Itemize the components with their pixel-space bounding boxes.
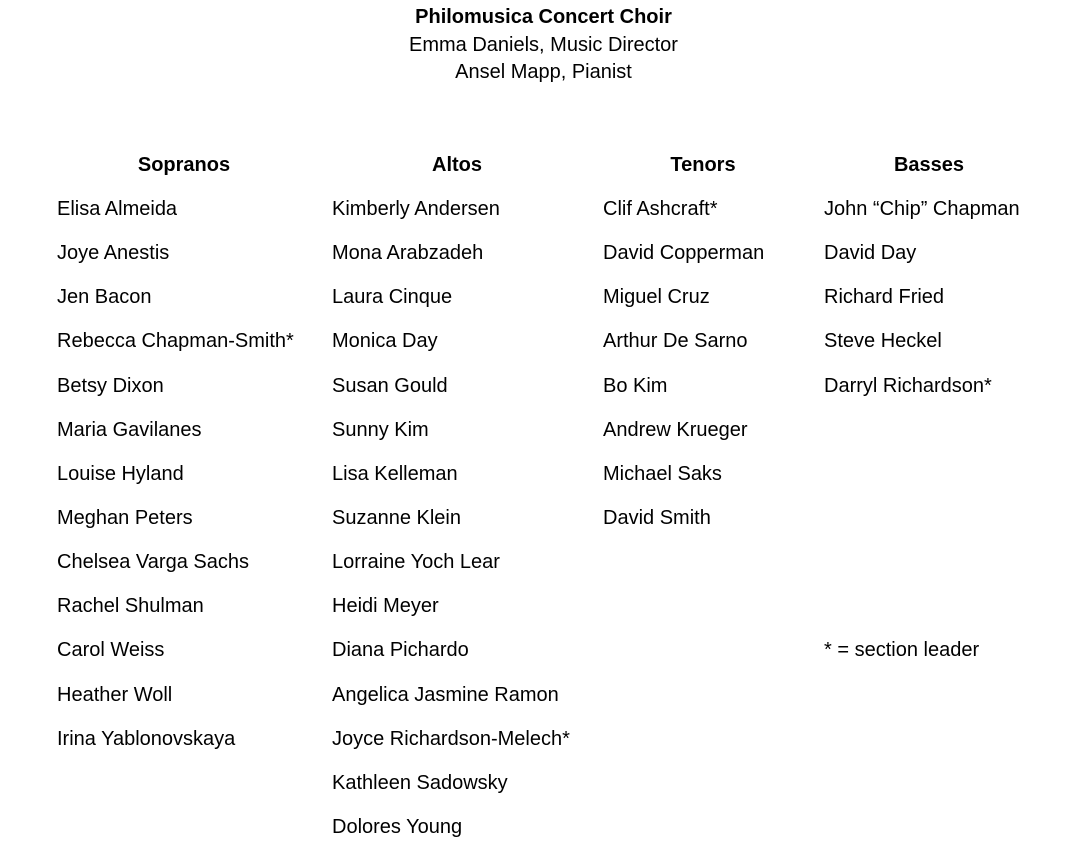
list-item: Sunny Kim bbox=[332, 418, 429, 441]
list-item: Dolores Young bbox=[332, 815, 463, 838]
list-item: Chelsea Varga Sachs bbox=[57, 551, 249, 574]
list-item: Meghan Peters bbox=[57, 506, 193, 529]
basses-column bbox=[824, 151, 1034, 416]
basses-heading: Basses bbox=[893, 154, 965, 176]
list-item: Lisa Kelleman bbox=[332, 462, 458, 485]
list-item: Mona Arabzadeh bbox=[332, 242, 484, 265]
list-item: Andrew Krueger bbox=[603, 418, 748, 441]
list-item: Richard Fried bbox=[824, 286, 945, 309]
list-item: Jen Bacon bbox=[57, 286, 152, 309]
list-item: Kimberly Andersen bbox=[332, 198, 500, 220]
basses-list bbox=[824, 195, 1034, 400]
choir-title: Philomusica Concert Choir bbox=[415, 6, 672, 28]
tenors-column bbox=[603, 151, 803, 548]
list-item: Louise Hyland bbox=[57, 462, 184, 485]
list-item: Lorraine Yoch Lear bbox=[332, 551, 500, 574]
tenors-list bbox=[603, 195, 803, 532]
altos-column bbox=[332, 151, 582, 857]
list-item: Monica Day bbox=[332, 330, 438, 353]
altos-list bbox=[332, 195, 582, 841]
list-item: Carol Weiss bbox=[57, 639, 165, 662]
list-item: Kathleen Sadowsky bbox=[332, 771, 508, 794]
list-item: Bo Kim bbox=[603, 374, 668, 397]
list-item: David Copperman bbox=[603, 242, 765, 265]
sopranos-list bbox=[57, 195, 311, 753]
list-item: Angelica Jasmine Ramon bbox=[332, 683, 559, 706]
choir-header bbox=[0, 4, 1087, 87]
list-item: Steve Heckel bbox=[824, 330, 942, 353]
list-item: Suzanne Klein bbox=[332, 506, 461, 529]
list-item: David Smith bbox=[603, 506, 711, 529]
list-item: Clif Ashcraft* bbox=[603, 198, 718, 220]
list-item: Susan Gould bbox=[332, 374, 448, 397]
list-item: Rachel Shulman bbox=[57, 595, 204, 618]
list-item: Heather Woll bbox=[57, 683, 173, 706]
list-item: David Day bbox=[824, 242, 917, 265]
music-director: Emma Daniels, Music Director bbox=[409, 33, 678, 56]
list-item: Rebecca Chapman-Smith* bbox=[57, 330, 294, 353]
list-item: Miguel Cruz bbox=[603, 286, 710, 309]
altos-heading: Altos bbox=[432, 154, 482, 176]
section-leader-legend: * = section leader bbox=[824, 639, 980, 661]
sopranos-heading: Sopranos bbox=[137, 154, 231, 176]
list-item: Laura Cinque bbox=[332, 286, 453, 309]
tenors-heading: Tenors bbox=[670, 154, 736, 176]
list-item: Joye Anestis bbox=[57, 242, 170, 265]
list-item: Irina Yablonovskaya bbox=[57, 727, 236, 750]
list-item: Darryl Richardson* bbox=[824, 374, 992, 397]
sopranos-column bbox=[57, 151, 311, 769]
list-item: Betsy Dixon bbox=[57, 374, 164, 397]
list-item: Diana Pichardo bbox=[332, 639, 469, 662]
pianist: Ansel Mapp, Pianist bbox=[455, 61, 632, 83]
list-item: Arthur De Sarno bbox=[603, 330, 748, 353]
list-item: Joyce Richardson-Melech* bbox=[332, 727, 570, 750]
list-item: Elisa Almeida bbox=[57, 198, 178, 220]
list-item: Heidi Meyer bbox=[332, 595, 439, 618]
list-item: John “Chip” Chapman bbox=[824, 198, 1020, 220]
list-item: Michael Saks bbox=[603, 462, 722, 485]
list-item: Maria Gavilanes bbox=[57, 418, 202, 441]
